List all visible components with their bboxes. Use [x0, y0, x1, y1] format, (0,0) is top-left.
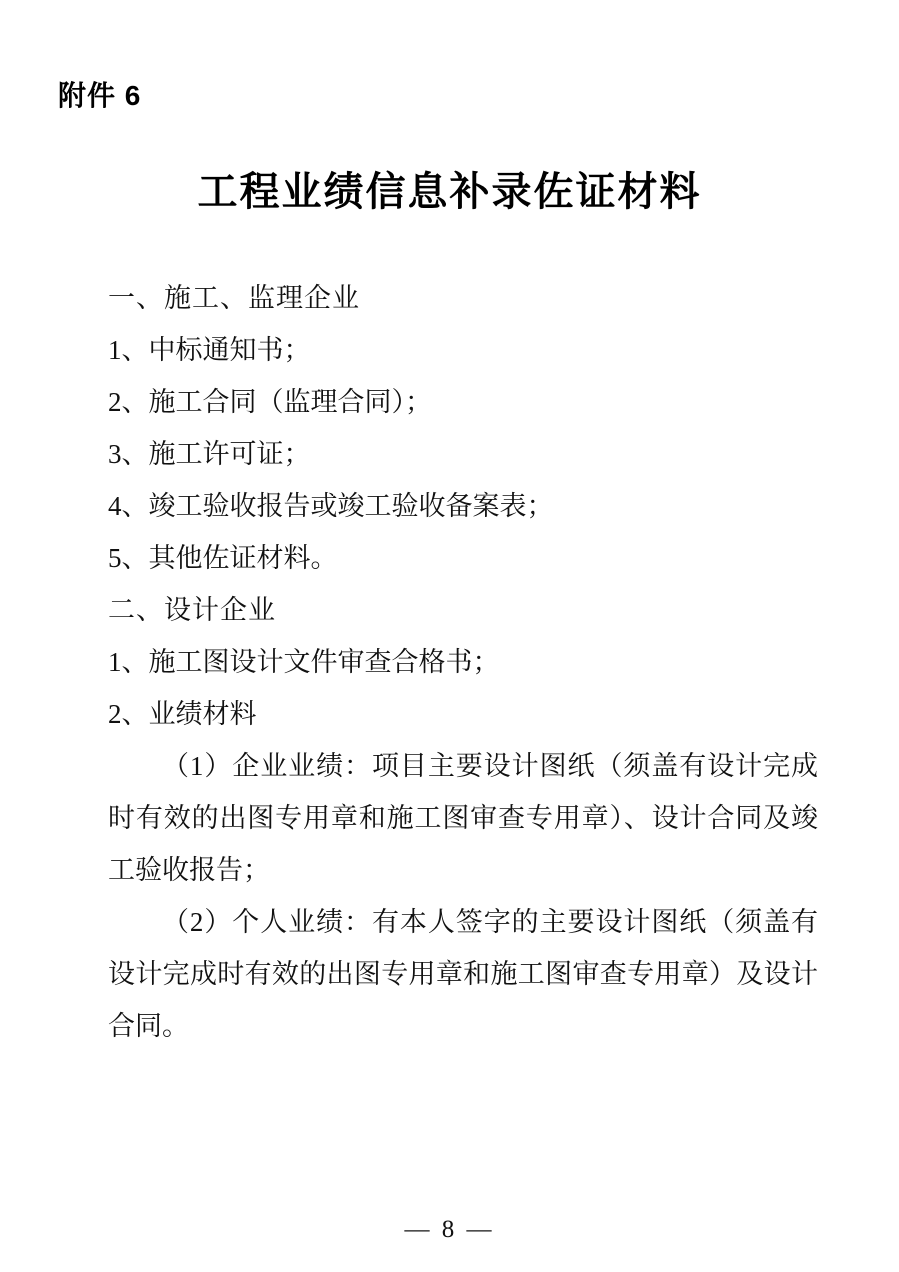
section-heading: 二、设计企业 [108, 595, 276, 625]
attachment-label: 附件 6 [58, 80, 142, 111]
page-number: — 8 — [404, 1216, 495, 1243]
document-body [108, 272, 818, 1052]
list-item: 1、施工图设计文件审查合格书； [108, 647, 500, 677]
page-title: 工程业绩信息补录佐证材料 [197, 170, 702, 214]
paragraph: （1）企业业绩：项目主要设计图纸（须盖有设计完成时有效的出图专用章和施工图审查专用章）、设计合同及竣工验收报告； [108, 751, 818, 885]
list-item: 5、其他佐证材料。 [108, 543, 338, 573]
list-item: 1、中标通知书； [108, 335, 311, 365]
list-item: 2、业绩材料 [108, 699, 257, 729]
list-item: 4、竣工验收报告或竣工验收备案表； [108, 491, 554, 521]
section-heading: 一、施工、监理企业 [108, 283, 360, 313]
list-item: 2、施工合同（监理合同）； [108, 387, 432, 417]
list-item: 3、施工许可证； [108, 439, 311, 469]
paragraph: （2）个人业绩：有本人签字的主要设计图纸（须盖有设计完成时有效的出图专用章和施工图审查专用章）及设计合同。 [108, 907, 818, 1041]
